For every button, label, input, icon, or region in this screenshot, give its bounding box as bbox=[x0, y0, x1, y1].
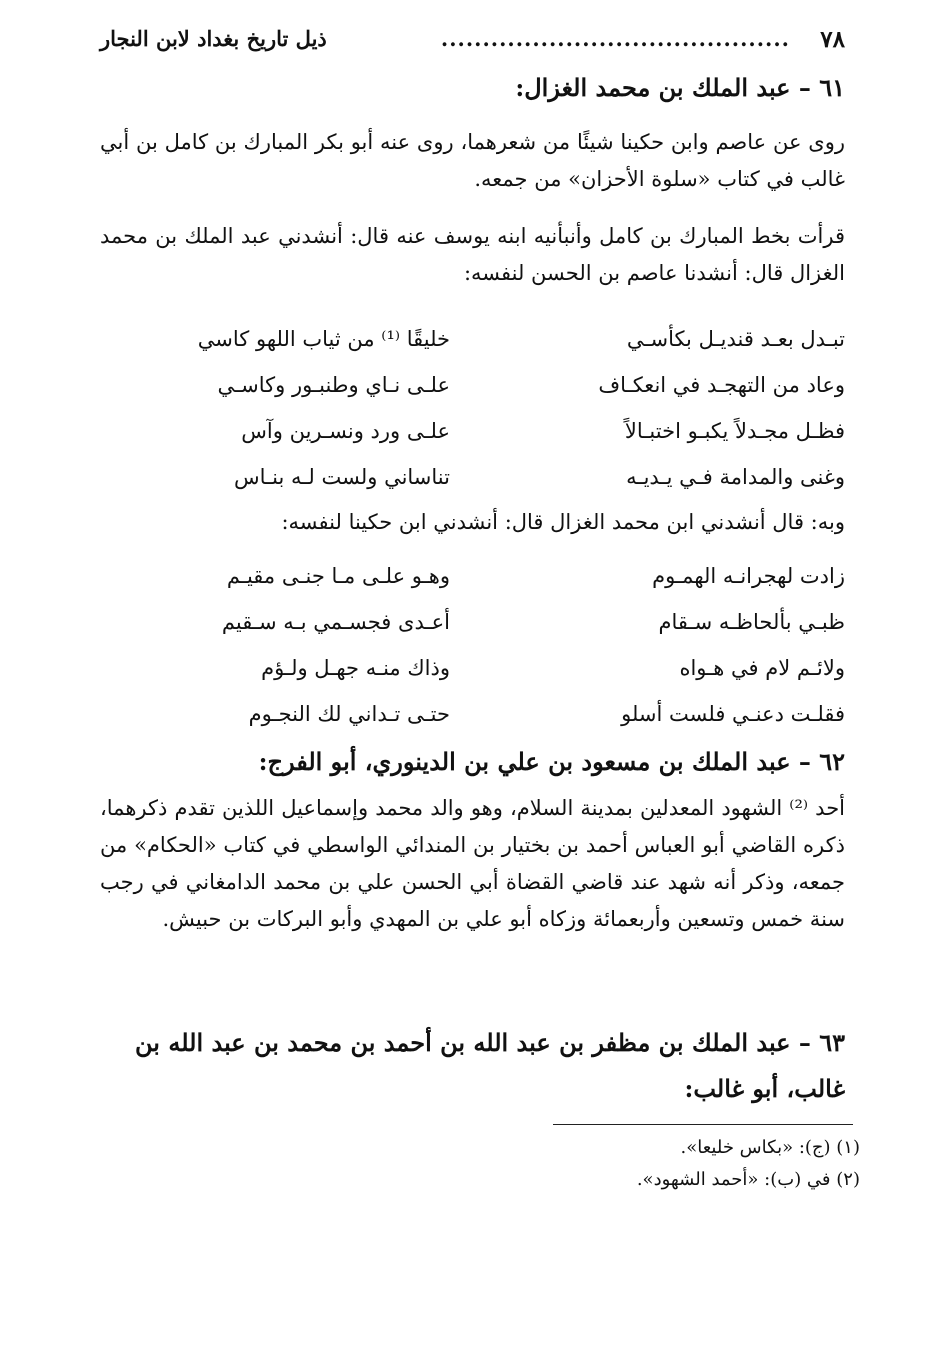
verse-second-hemistich: علـى ورد ونسـرين وآس bbox=[241, 419, 450, 443]
verse-first-hemistich: وعاد من التهجـد في انعكـاف bbox=[598, 373, 845, 397]
entry-62-heading: ٦٢ – عبد الملك بن مسعود بن علي بن الدينوري، أبو الفرج: bbox=[258, 747, 845, 776]
verse-second-hemistich: أعـدى فجسـمي بـه سـقيم bbox=[221, 610, 450, 634]
poem-2-verse bbox=[150, 645, 845, 691]
verse-first-hemistich: تبـدل بعـد قنديـل بكأسـي bbox=[626, 327, 845, 351]
entry-61-paragraph-2: قرأت بخط المبارك بن كامل وأنبأنيه ابنه يوسف عنه قال: أنشدني عبد الملك بن محمد الغزال قال: أنشدنا عاصم بن الحسن لنفسه: bbox=[100, 224, 845, 285]
verse-first-hemistich: ظبـي بألحاظـه سـقام bbox=[658, 610, 845, 634]
verse-first-hemistich: وغنى والمدامة فـي يـديـه bbox=[626, 465, 845, 489]
verse-first-hemistich: فظـل مجـدلاً يكبـو اختبـالاً bbox=[624, 419, 845, 443]
entry-63-heading: ٦٣ – عبد الملك بن مظفر بن عبد الله بن أحمد بن محمد بن عبد الله بن غالب، أبو غالب: bbox=[135, 1028, 845, 1103]
verse-second-hemistich: علـى نـاي وطنبـور وكاسـي bbox=[217, 373, 450, 397]
verse-first-hemistich: زادت لهجرانـه الهمـوم bbox=[652, 564, 845, 588]
poem-1 bbox=[150, 316, 845, 500]
poem-1-verse bbox=[150, 408, 845, 454]
entry-61-heading: ٦١ – عبد الملك بن محمد الغزال: bbox=[515, 73, 845, 102]
verse-second-hemistich: وذاك منـه جهـل ولـؤم bbox=[261, 656, 450, 680]
poem-1-verse bbox=[150, 316, 845, 362]
verse-first-hemistich: ولائـم لام في هـواه bbox=[679, 656, 845, 680]
verse-second-hemistich: تناساني ولست لـه بنـاس bbox=[233, 465, 450, 489]
poem-2-verse bbox=[150, 553, 845, 599]
footnote: (٢) في (ب): «أحمد الشهود». bbox=[636, 1169, 860, 1190]
poem-2-verse bbox=[150, 599, 845, 645]
poem-2-introduction: وبه: قال أنشدني ابن محمد الغزال قال: أنشدني ابن حكينا لنفسه: bbox=[281, 510, 845, 534]
footnotes bbox=[400, 1132, 860, 1196]
verse-second-hemistich: وهـو علـى مـا جنـى مقيـم bbox=[226, 564, 450, 588]
entry-62-paragraph: أحد ⁽²⁾ الشهود المعدلين بمدينة السلام، وهو والد محمد وإسماعيل اللذين تقدم ذكرهما، ذكره القاضي أبو العباس أحمد بن بختيار بن المندائي الواسطي في كتاب «الحكام» من جمعه، وذكر أنه شهد عند قاضي القضاة أبي الحسن علي بن محمد الدامغاني في رجب سنة خمس وتسعين وأربعمائة وزكاه أبو علي بن المهدي وأبو البركات بن حبيش. bbox=[100, 796, 846, 931]
verse-first-hemistich: فقلـت دعنـي فلست أسلو bbox=[621, 702, 845, 726]
entry-61-paragraph-1: روى عن عاصم وابن حكينا شيئًا من شعرهما، روى عنه أبو بكر المبارك بن كامل بن أبي غالب في كتاب «سلوة الأحزان» من جمعه. bbox=[100, 130, 845, 191]
footnote: (١) (ج): «بكاس خليعا». bbox=[680, 1137, 860, 1158]
poem-2-verse bbox=[150, 691, 845, 737]
running-header bbox=[100, 26, 845, 60]
poem-1-verse bbox=[150, 362, 845, 408]
header-leader-dots: .......................................... bbox=[440, 26, 790, 51]
verse-second-hemistich: خليقًا ⁽¹⁾ من ثياب اللهو كاسي bbox=[197, 327, 450, 351]
page-number: ٧٨ bbox=[820, 26, 845, 53]
poem-2 bbox=[150, 553, 845, 737]
book-title: ذيل تاريخ بغداد لابن النجار bbox=[100, 26, 327, 51]
poem-1-verse bbox=[150, 454, 845, 500]
footnote-separator bbox=[553, 1124, 853, 1125]
verse-second-hemistich: حتـى تـداني لك النجـوم bbox=[248, 702, 450, 726]
